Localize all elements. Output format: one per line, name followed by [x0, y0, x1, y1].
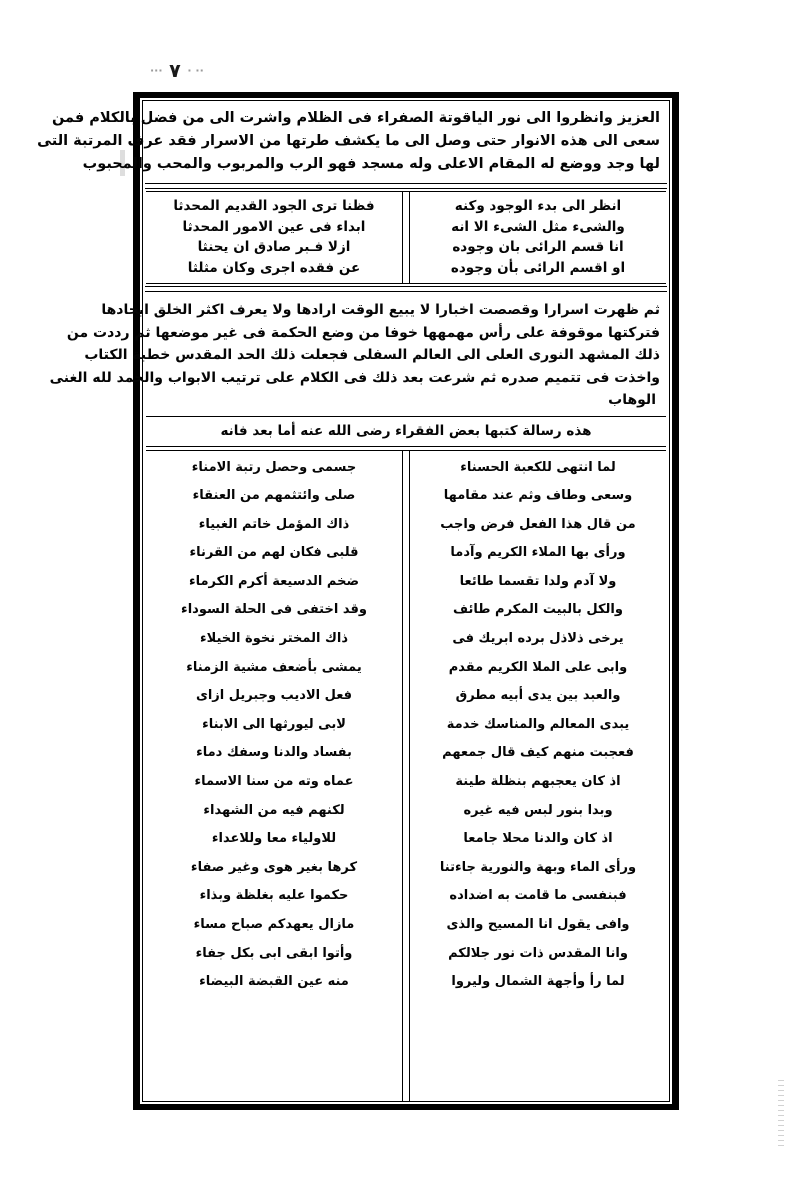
poem-verse: يبدى المعالم والمناسك خدمة: [446, 716, 630, 732]
middle-prose-line: واخذت فى تتميم صدره ثم شرعت بعد ذلك فى الكلام على ترتيب الابواب والحمد لله الغنى: [49, 369, 660, 386]
poem-verse: اذ كان والدنا محلا جامعا: [463, 831, 613, 847]
poem-verse: للاولياء معا وللاعداء: [211, 831, 337, 847]
poem-verse: لما رأ وأجهة الشمال وليروا: [451, 974, 625, 990]
folio-number: [0, 62, 800, 81]
verse-table-row: فظنا ترى الجود القديم المحدثا: [173, 198, 375, 214]
margin-speckle: [778, 1080, 784, 1150]
poem-verse: ضخم الدسيعة أكرم الكرماء: [188, 573, 360, 589]
poem-verse: فعل الاديب وجبريل ازاى: [195, 688, 353, 704]
verse-table-row: والشىء مثل الشىء الا انه: [451, 218, 625, 235]
poem-verse: يرخى ذلاذل برده ابريك فى: [452, 631, 624, 647]
verse-table: [146, 191, 666, 284]
poem-verse: كرها بغير هوى وغير صفاء: [190, 859, 358, 875]
poem-verse: لكنهم فيه من الشهداء: [203, 802, 345, 818]
poem-verse: فعجبت منهم كيف قال جمعهم: [442, 745, 634, 761]
poem-verse: ذاك المختر نخوة الخيلاء: [199, 631, 349, 647]
poem-verse: من قال هذا الفعل فرض واجب: [440, 516, 636, 532]
top-prose-line: لها وجد ووضع له المقام الاعلى وله مسجد فهو الرب والمربوب والمحب والمحبوب: [82, 156, 660, 172]
verse-table-row: ابداء فى عين الامور المحدثا: [182, 218, 366, 235]
poem-left-column: [146, 451, 403, 1102]
verse-table-row: انظر الى بدء الوجود وكنه: [454, 198, 622, 214]
middle-prose-line: فتركتها موقوفة على رأس مهمهها خوفا من وضع الحكمة فى غير موضعها ثم رددت من: [66, 324, 660, 341]
poem-verse: وابى على الملا الكريم مقدم: [448, 659, 628, 675]
risala-heading: هذه رسالة كتبها بعض الفقراء رضى الله عنه أما بعد فانه: [146, 416, 666, 447]
top-prose-line: العزيز وانظروا الى نور الياقوتة الصفراء فى الظلام واشرت الى من فضل بالكلام فمن: [51, 110, 660, 126]
poem-verse: ورأى الماء وبهة والنورية جاءتنا: [439, 859, 637, 875]
page-content-area: [37, 100, 670, 1102]
middle-prose-tail-line: الوهاب: [608, 392, 656, 408]
poem-verse: ولا آدم ولدا تقسما طائعا: [459, 573, 617, 589]
poem-verse: وبدا بنور لبس فيه غيره: [463, 802, 613, 818]
poem-verse: اذ كان يعجبهم بنظلة طينة: [455, 774, 621, 790]
poem-verse: جسمى وحصل رتبة الامناء: [191, 459, 357, 475]
poem-verse: مازال يعهدكم صباح مساء: [193, 917, 355, 932]
poem-verse: حكموا عليه بغلظة وبذاء: [199, 888, 349, 904]
verse-table-right-column: [409, 192, 666, 283]
folio-dots-right: ···: [150, 64, 163, 77]
poem-verse: يمشى بأضعف مشية الزمناء: [186, 659, 362, 675]
poem-verse: قلبى فكان لهم من القرناء: [189, 545, 359, 561]
divider-rule: [145, 286, 667, 292]
middle-prose-block: [49, 294, 669, 416]
top-prose-line: سعى الى هذه الانوار حتى وصل الى ما يكشف طرتها من الاسرار فقد عرف المرتبة التى: [37, 133, 660, 149]
folio-dots-left: ·· ·: [187, 64, 204, 77]
middle-prose-line: ثم ظهرت اسرارا وقصصت اخبارا لا يبيع الوقت ارادها ولا يعرف اكثر الخلق ايجادها: [101, 302, 660, 318]
middle-prose-line: ذلك المشهد النورى العلى الى العالم السفلى فجعلت ذلك الحد المقدس خطبة الكتاب: [84, 347, 660, 363]
poem-verse: وقد اختفى فى الحلة السوداء: [181, 602, 367, 618]
page-border-frame: [37, 92, 679, 1110]
verse-table-row: ازلا فـبر صادق ان يحنثا: [197, 239, 351, 255]
poem-verse: لما انتهى للكعبة الحسناء: [460, 459, 616, 475]
poem-verse: والعبد بين يدى أبيه مطرق: [455, 688, 621, 704]
verse-table-row: انا قسم الرائى بان وجوده: [452, 239, 624, 255]
poem-verse: بفساد والدنا وسفك دماء: [196, 745, 352, 761]
top-prose-block: [37, 101, 669, 181]
poem-verse: فبنفسى ما قامت به اضداده: [449, 888, 627, 904]
verse-table-row: عن فقده اجرى وكان مثلثا: [187, 259, 361, 276]
poem-verse: وسعى وطاف وثم عند مقامها: [443, 488, 633, 504]
poem-verse: ذاك المؤمل خاتم الغبياء: [198, 516, 350, 532]
poem-right-column: [409, 451, 666, 1102]
poem-verse: والكل بالبيت المكرم طائف: [453, 602, 623, 618]
poem-verse: منه عين القبضة البيضاء: [199, 974, 349, 990]
poem-verse: لابى ليورثها الى الابناء: [202, 716, 346, 732]
poem-verse: عماه وته من سنا الاسماء: [194, 774, 354, 790]
divider-rule: [145, 183, 667, 189]
poem-two-column-area: [146, 450, 666, 1102]
poem-verse: صلى وائتثمهم من العنقاء: [192, 488, 356, 504]
verse-table-row: او اقسم الرائى بأن وجوده: [450, 259, 626, 276]
poem-verse: وانا المقدس ذات نور جلالكم: [448, 945, 628, 961]
verse-table-left-column: [146, 192, 403, 283]
poem-verse: ورأى بها الملاء الكريم وآدما: [450, 545, 626, 561]
poem-verse: وأتوا ابقى ابى بكل جفاء: [195, 945, 353, 961]
poem-verse: وافى يقول انا المسيح والذى: [446, 917, 630, 932]
folio-number-value: ٧: [169, 60, 181, 82]
